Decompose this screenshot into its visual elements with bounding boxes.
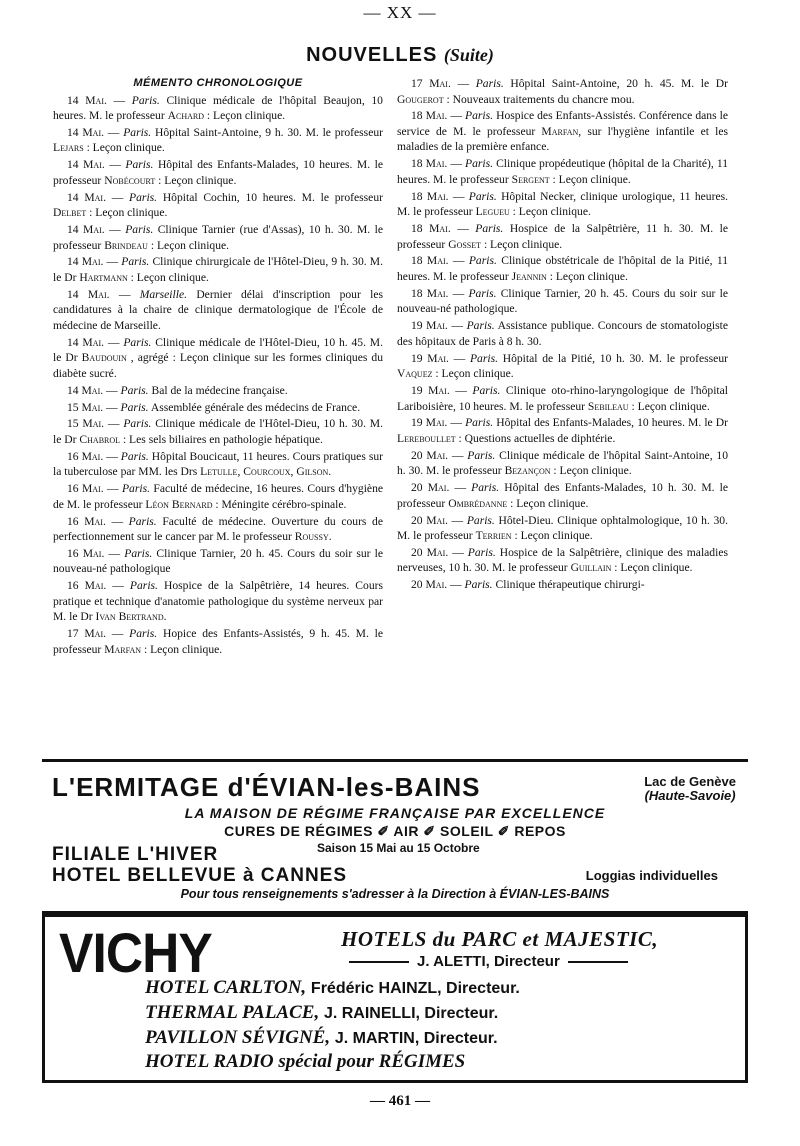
entry-text: Hôpital des Enfants-Malades, 10 heures. M. le Dr: [496, 416, 729, 430]
memento-entry: 19 Mai. — Paris. Clinique oto-rhino-laryngologique de l'hôpital Lariboisière, 10 heures. M. le professeur Sebileau : Leçon clinique.: [397, 384, 729, 413]
vichy-hotels-parc: HOTELS du PARC et MAJESTIC,: [341, 927, 659, 951]
page-header-number: — XX —: [363, 3, 437, 22]
entry-name: Marfan,: [541, 124, 582, 138]
memento-entry: 14 Mai. — Paris. Hôpital Saint-Antoine, 9 h. 30. M. le professeur Lejars : Leçon clinique.: [53, 125, 383, 155]
memento-entry: 20 Mai. — Paris. Hospice de la Salpêtrière, clinique des maladies nerveuses, 10 h. 30. M. le professeur Guillain : Leçon clinique.: [397, 545, 728, 575]
entry-text: Clinique Tarnier, 20 h. 45. Cours du soir sur le nouveau-né pathologique: [53, 546, 383, 576]
entry-date: 18 Mai.: [411, 189, 449, 203]
memento-entry: 16 Mai. — Paris. Hospice de la Salpêtrière, 14 heures. Cours pratique et technique d'anatomie pathologique du système nerveux par M. le Dr Ivan Bertrand.: [53, 579, 383, 624]
entry-place: Paris.: [128, 514, 157, 528]
entry-place: Paris.: [123, 125, 152, 139]
rule-left: [349, 961, 409, 963]
entry-end: : Leçon clinique.: [89, 206, 168, 220]
vichy-line-thermal: [145, 1002, 498, 1024]
entry-date: 17 Mai.: [411, 77, 451, 90]
entry-place: Paris.: [465, 416, 494, 430]
entry-end: : Leçon clinique.: [553, 464, 632, 478]
entry-name: Gougerot: [397, 92, 444, 106]
entry-place: Paris.: [120, 400, 149, 414]
entry-end: : Leçon clinique.: [158, 173, 237, 187]
entry-date: 16 Mai.: [67, 482, 104, 496]
entry-text: Hôpital des Enfants-Malades, 10 h. 30. M. le professeur: [397, 481, 728, 510]
entry-end: : Leçon clinique.: [514, 529, 593, 543]
memento-entry: 14 Mai. — Marseille. Dernier délai d'inscription pour les candidatures à la chaire de clinique dermatologique de l'École de médecine de Marseille.: [53, 287, 383, 332]
memento-entry: 16 Mai. — Paris. Clinique Tarnier, 20 h. 45. Cours du soir sur le nouveau-né pathologique: [53, 546, 383, 576]
memento-entry: 16 Mai. — Paris. Faculté de médecine. Ouverture du cours de perfectionnement sur le cancer par M. le professeur Roussy.: [53, 514, 383, 544]
vichy-advertisement: [42, 914, 748, 1083]
entry-name: Vaquez: [397, 367, 433, 381]
entry-date: 18 Mai.: [411, 254, 449, 268]
entry-name: Terrien: [475, 529, 512, 543]
memento-entry: 17 Mai. — Paris. Hôpital Saint-Antoine, 20 h. 45. M. le Dr Gougerot : Nouveaux traitements du chancre mou.: [397, 77, 728, 106]
entry-date: 14 Mai.: [67, 125, 105, 139]
evian-contact: Pour tous renseignements s'adresser à la Direction à ÉVIAN-LES-BAINS: [180, 887, 610, 901]
memento-entry: 14 Mai. — Paris. Hôpital des Enfants-Malades, 10 heures. M. le professeur Nobécourt : Leçon clinique.: [53, 158, 383, 187]
entry-text: Clinique médicale de l'Hôtel-Dieu, 10 h. 30. M. le Dr: [53, 417, 384, 446]
entry-place: Paris.: [475, 77, 504, 90]
memento-entry: 14 Mai. — Paris. Hôpital Cochin, 10 heures. M. le professeur Delbet : Leçon clinique.: [53, 190, 383, 220]
entry-end: : Méningite cérébro-spinale.: [215, 497, 347, 511]
entry-place: Paris.: [469, 351, 498, 365]
entry-place: Paris.: [129, 627, 158, 641]
entry-end: : Leçon clinique.: [510, 496, 589, 510]
memento-entry: 20 Mai. — Paris. Clinique médicale de l'hôpital Saint-Antoine, 10 h. 30. M. le professeur Bezançon : Leçon clinique.: [397, 448, 728, 478]
entry-text: Hospice de la Salpêtrière, 14 heures. Cours pratique et technique d'anatomie pathologique du système nerveux par M. le Dr: [53, 579, 383, 624]
entry-place: Paris.: [125, 158, 154, 172]
memento-entry: 18 Mai. — Paris. Hôpital Necker, clinique urologique, 11 heures. M. le professeur Legueu : Leçon clinique.: [397, 189, 728, 219]
entry-date: 18 Mai.: [411, 286, 449, 300]
entry-place: Paris.: [129, 579, 158, 593]
entry-name: Delbet: [53, 206, 87, 220]
entry-place: Marseille.: [139, 287, 188, 301]
memento-entry: 14 Mai. — Paris. Clinique chirurgicale de l'Hôtel-Dieu, 9 h. 30. M. le Dr Hartmann : Leçon clinique.: [53, 255, 383, 284]
entry-text: Clinique médicale de l'hôpital Saint-Antoine, 10 h. 30. M. le professeur: [397, 448, 728, 478]
evian-loggias: Loggias individuelles: [585, 868, 718, 883]
vichy-line-radio: [145, 1051, 465, 1073]
evian-title: L'ERMITAGE d'ÉVIAN-les-BAINS: [52, 772, 481, 802]
entry-name: Chabrol: [79, 432, 121, 446]
entry-date: 19 Mai.: [411, 319, 448, 333]
entry-date: 16 Mai.: [67, 449, 104, 463]
line-rest: J. RAINELLI, Directeur.: [323, 1005, 499, 1022]
entry-end: : Leçon clinique.: [631, 399, 710, 413]
entry-end: , agrégé : Leçon clinique sur les formes cliniques du diabète sucré.: [53, 351, 384, 380]
entry-place: Paris.: [471, 481, 500, 495]
entry-place: Paris.: [468, 254, 497, 268]
memento-entry: 18 Mai. — Paris. Clinique Tarnier, 20 h. 45. Cours du soir sur le nouveau-né pathologique.: [397, 286, 728, 316]
entry-date: 19 Mai.: [411, 351, 449, 365]
entry-date: 14 Mai.: [67, 158, 105, 172]
entry-place: Paris.: [123, 335, 152, 349]
entry-text: Clinique chirurgicale de l'Hôtel-Dieu, 9 h. 30. M. le Dr: [53, 255, 383, 284]
entry-date: 20 Mai.: [411, 545, 449, 559]
entry-place: Paris.: [125, 223, 154, 237]
entry-end: : Leçon clinique.: [86, 141, 165, 155]
entry-name: Guillain: [570, 561, 612, 575]
entry-end: : Questions actuelles de diphtérie.: [458, 431, 616, 445]
entry-date: 19 Mai.: [411, 384, 450, 398]
entry-text: Hôpital des Enfants-Malades, 10 heures. M. le professeur: [53, 158, 383, 187]
entry-text: Clinique médicale de l'hôpital Beaujon, 10 heures. M. le professeur: [53, 93, 383, 122]
left-column: [53, 76, 383, 659]
vichy-line-carlton: [145, 977, 520, 999]
memento-entry: 18 Mai. — Paris. Hospice des Enfants-Assistés. Conférence dans le service de M. le professeur Marfan, sur l'hygiène infantile et les maladies de la première enfance.: [397, 109, 729, 154]
entry-end: : Leçon clinique.: [130, 270, 209, 284]
entry-name: Legueu: [475, 205, 510, 219]
entry-name: Baudouin: [81, 351, 127, 365]
entry-place: Paris.: [129, 190, 158, 204]
entry-text: Hôpital Saint-Antoine, 20 h. 45. M. le Dr: [510, 77, 728, 90]
entry-name: Bezançon: [504, 464, 551, 478]
entry-text: Hôpital Saint-Antoine, 9 h. 30. M. le professeur: [155, 125, 383, 139]
entry-date: 15 Mai.: [67, 417, 105, 431]
entry-date: 19 Mai.: [411, 416, 448, 430]
entry-date: 17 Mai.: [67, 627, 107, 641]
entry-text: Hôpital Necker, clinique urologique, 11 heures. M. le professeur: [397, 189, 728, 219]
entry-text: Clinique thérapeutique chirurgi-: [495, 578, 645, 592]
entry-end: : Leçon clinique.: [143, 642, 223, 656]
entry-place: Paris.: [121, 482, 150, 496]
entry-text: Clinique médicale de l'Hôtel-Dieu, 10 h. 45. M. le Dr: [53, 335, 384, 365]
page-footer-number: — 461 —: [370, 1093, 430, 1109]
entry-place: Paris.: [475, 222, 504, 236]
entry-text: Clinique Tarnier, 20 h. 45. Cours du soir sur le nouveau-né pathologique.: [397, 286, 728, 316]
entry-text: Faculté de médecine. Ouverture du cours de perfectionnement sur le cancer par M. le professeur: [53, 514, 383, 544]
entry-text: Clinique propédeutique (hôpital de la Charité), 11 heures. M. le professeur: [397, 157, 728, 186]
entry-text: Hospice des Enfants-Assistés. Conférence dans le service de M. le professeur: [397, 109, 729, 138]
entry-date: 18 Mai.: [411, 222, 451, 236]
entry-end: : Leçon clinique.: [614, 561, 693, 575]
entry-place: Paris.: [121, 255, 150, 269]
entry-end: : Les sels biliaires en pathologie hépatique.: [122, 432, 323, 446]
entry-place: Paris.: [468, 189, 497, 203]
evian-region: (Haute-Savoie): [644, 788, 736, 803]
entry-name: Sebileau: [587, 399, 629, 413]
memento-entry: 16 Mai. — Paris. Hôpital Boucicaut, 11 heures. Cours pratiques sur la tuberculose par MM. les Drs Letulle, Courcoux, Gilson.: [53, 449, 383, 479]
memento-entry: 15 Mai. — Paris. Assemblée générale des médecins de France.: [67, 400, 361, 414]
entry-text: Hôpital Cochin, 10 heures. M. le professeur: [162, 190, 383, 204]
entry-text: Clinique Tarnier (rue d'Assas), 10 h. 30. M. le professeur: [53, 223, 384, 252]
memento-entry: 16 Mai. — Paris. Faculté de médecine, 16 heures. Cours d'hygiène de M. le professeur Léon Bernard : Méningite cérébro-spinale.: [53, 482, 384, 511]
entry-end: sur l'hygiène infantile et les maladies de la première enfance.: [397, 124, 728, 154]
entry-date: 14 Mai.: [67, 335, 105, 349]
entry-end: : Leçon clinique.: [512, 205, 591, 219]
entry-name: Nobécourt: [104, 173, 156, 187]
entry-date: 18 Mai.: [411, 109, 448, 123]
entry-text: Bal de la médecine française.: [151, 383, 288, 397]
memento-entry: 18 Mai. — Paris. Hospice de la Salpêtrière, 11 h. 30. M. le professeur Gosset : Leçon clinique.: [397, 222, 728, 251]
aletti-text: J. ALETTI, Directeur: [417, 953, 560, 970]
line-name: THERMAL PALACE,: [145, 1002, 320, 1023]
memento-entry: 20 Mai. — Paris. Hôpital des Enfants-Malades, 10 h. 30. M. le professeur Ombrédanne : Leçon clinique.: [397, 481, 728, 510]
entry-text: Clinique oto-rhino-laryngologique de l'hôpital Lariboisière, 10 heures. M. le professeur: [397, 384, 729, 413]
entry-place: Paris.: [466, 513, 495, 527]
entry-date: 20 Mai.: [411, 481, 450, 495]
entry-text: Faculté de médecine, 16 heures. Cours d'hygiène de M. le professeur: [53, 482, 384, 511]
entry-name: Brindeau: [104, 238, 148, 252]
entry-end: : Leçon clinique.: [552, 172, 631, 186]
entry-name: Gosset: [448, 237, 482, 251]
right-column: [397, 76, 728, 594]
entry-place: Paris.: [465, 109, 494, 123]
entry-date: 14 Mai.: [67, 223, 105, 237]
entry-text: Hôpital Boucicaut, 11 heures. Cours pratiques sur la tuberculose par MM. les Drs: [53, 449, 383, 479]
vichy-aletti: [341, 953, 741, 970]
entry-date: 16 Mai.: [67, 514, 106, 528]
entry-name: Roussy.: [294, 530, 332, 544]
entry-text: Assistance publique. Concours de stomatologiste des hôpitaux de Paris à 8 h. 30.: [397, 319, 728, 348]
evian-location: [644, 775, 736, 803]
left-entries-list: [53, 93, 383, 658]
entry-name: Lereboullet: [397, 431, 456, 445]
entry-text: Hopice des Enfants-Assistés, 9 h. 45. M. le professeur: [53, 627, 384, 656]
entry-place: Paris.: [120, 383, 149, 397]
line-rest: J. MARTIN, Directeur.: [334, 1030, 498, 1047]
title-suite: (Suite): [443, 45, 494, 65]
entry-place: Paris.: [466, 319, 495, 333]
entry-date: 14 Mai.: [67, 255, 104, 269]
memento-entry: 18 Mai. — Paris. Clinique propédeutique (hôpital de la Charité), 11 heures. M. le professeur Sergent : Leçon clinique.: [397, 157, 728, 186]
entry-name: Jeannin: [511, 269, 547, 283]
entry-date: 20 Mai.: [411, 513, 448, 527]
memento-entry: 20 Mai. — Paris. Clinique thérapeutique chirurgi-: [411, 578, 645, 592]
entry-date: 14 Mai.: [67, 190, 106, 204]
entry-date: 14 Mai.: [67, 93, 107, 107]
entry-end: : Leçon clinique.: [206, 109, 286, 122]
evian-cures: CURES DE RÉGIMES ✐ AIR ✐ SOLEIL ✐ REPOS: [224, 823, 566, 839]
line-name: HOTEL RADIO spécial pour RÉGIMES: [145, 1051, 466, 1072]
evian-slogan: LA MAISON DE RÉGIME FRANÇAISE PAR EXCELLENCE: [184, 805, 606, 821]
entry-end: : Leçon clinique.: [150, 238, 230, 252]
entry-end: : Leçon clinique.: [435, 367, 514, 381]
entry-place: Paris.: [464, 157, 494, 171]
memento-entry: 14 Mai. — Paris. Clinique Tarnier (rue d'Assas), 10 h. 30. M. le professeur Brindeau : Leçon clinique.: [53, 223, 384, 252]
memento-entry: 14 Mai. — Paris. Bal de la médecine française.: [67, 383, 288, 397]
line-rest: Frédéric HAINZL, Directeur.: [310, 980, 520, 997]
entry-date: 16 Mai.: [67, 579, 107, 593]
entry-text: Dernier délai d'inscription pour les candidatures à la chaire de clinique dermatologique de l'École de médecine de Marseille.: [53, 287, 383, 332]
entry-place: Paris.: [123, 417, 152, 431]
entry-name: Sergent: [511, 172, 550, 186]
entry-place: Paris.: [120, 449, 149, 463]
evian-filiale: FILIALE L'HIVER: [52, 844, 219, 865]
entry-text: Hôtel-Dieu. Clinique ophtalmologique, 10 h. 30. M. le professeur: [397, 513, 728, 543]
entry-place: Paris.: [464, 578, 493, 592]
entry-end: : Leçon clinique.: [483, 237, 563, 251]
entry-place: Paris.: [467, 545, 496, 559]
memento-entry: 20 Mai. — Paris. Hôtel-Dieu. Clinique ophtalmologique, 10 h. 30. M. le professeur Terrien : Leçon clinique.: [397, 513, 728, 543]
vichy-line-pavillon: [145, 1027, 498, 1049]
memento-entry: 15 Mai. — Paris. Clinique médicale de l'Hôtel-Dieu, 10 h. 30. M. le Dr Chabrol : Les sels biliaires en pathologie hépatique.: [53, 417, 384, 446]
page-title: [0, 44, 800, 67]
memento-entry: 17 Mai. — Paris. Hopice des Enfants-Assistés, 9 h. 45. M. le professeur Marfan : Leçon clinique.: [53, 627, 384, 656]
evian-season: Saison 15 Mai au 15 Octobre: [317, 841, 480, 855]
entry-text: Assemblée générale des médecins de France.: [150, 400, 361, 414]
evian-lake: Lac de Genève: [644, 774, 736, 789]
entry-place: Paris.: [131, 93, 160, 107]
entry-place: Paris.: [472, 384, 501, 398]
entry-name: Letulle, Courcoux, Gilson.: [200, 465, 332, 479]
title-text: NOUVELLES: [306, 44, 438, 66]
right-entries-list: [397, 76, 728, 593]
entry-text: Hospice de la Salpêtrière, 11 h. 30. M. le professeur: [397, 222, 728, 251]
memento-entry: 19 Mai. — Paris. Assistance publique. Concours de stomatologiste des hôpitaux de Paris à 8 h. 30.: [397, 319, 728, 348]
entry-date: 16 Mai.: [67, 546, 105, 560]
vichy-logo-text: VICHY: [59, 921, 212, 984]
memento-entry: 14 Mai. — Paris. Clinique médicale de l'hôpital Beaujon, 10 heures. M. le professeur Achard : Leçon clinique.: [53, 93, 383, 122]
entry-name: Hartmann: [79, 270, 128, 284]
entry-name: Achard: [167, 109, 205, 122]
memento-entry: 19 Mai. — Paris. Hôpital de la Pitié, 10 h. 30. M. le professeur Vaquez : Leçon clinique.: [397, 351, 728, 381]
memento-entry: 14 Mai. — Paris. Clinique médicale de l'Hôtel-Dieu, 10 h. 45. M. le Dr Baudouin , agrégé : Leçon clinique sur les formes cliniques du diabète sucré.: [53, 335, 384, 380]
entry-name: Marfan: [104, 642, 142, 656]
entry-end: : Leçon clinique.: [549, 269, 628, 283]
entry-date: 15 Mai.: [67, 400, 104, 414]
line-name: PAVILLON SÉVIGNÉ,: [145, 1027, 331, 1048]
evian-hotel-cannes: HOTEL BELLEVUE à CANNES: [52, 865, 348, 886]
entry-place: Paris.: [467, 448, 496, 462]
entry-date: 18 Mai.: [411, 157, 448, 171]
entry-name: Lejars: [53, 141, 84, 155]
entry-name: Ombrédanne: [448, 496, 508, 510]
entry-date: 20 Mai.: [411, 578, 448, 592]
entry-text: Clinique obstétricale de l'hôpital de la Pitié, 11 heures. M. le professeur: [397, 254, 728, 283]
evian-advertisement: [42, 759, 748, 914]
entry-name: Ivan Bertrand.: [95, 610, 167, 624]
entry-place: Paris.: [124, 546, 153, 560]
memento-entry: 18 Mai. — Paris. Clinique obstétricale de l'hôpital de la Pitié, 11 heures. M. le professeur Jeannin : Leçon clinique.: [397, 254, 728, 283]
line-name: HOTEL CARLTON,: [145, 977, 307, 998]
entry-date: 14 Mai.: [67, 383, 104, 397]
entry-text: Hospice de la Salpêtrière, clinique des maladies nerveuses, 10 h. 30. M. le professeur: [397, 545, 728, 575]
memento-entry: 19 Mai. — Paris. Hôpital des Enfants-Malades, 10 heures. M. le Dr Lereboullet : Questions actuelles de diphtérie.: [397, 416, 729, 445]
rule-right: [568, 961, 628, 963]
entry-date: 20 Mai.: [411, 448, 449, 462]
memento-heading: MÉMENTO CHRONOLOGIQUE: [133, 77, 303, 89]
entry-date: 14 Mai.: [67, 287, 110, 301]
entry-place: Paris.: [468, 286, 497, 300]
entry-name: Léon Bernard: [145, 497, 213, 511]
entry-end: : Nouveaux traitements du chancre mou.: [446, 92, 635, 106]
entry-text: Hôpital de la Pitié, 10 h. 30. M. le professeur: [502, 351, 728, 365]
